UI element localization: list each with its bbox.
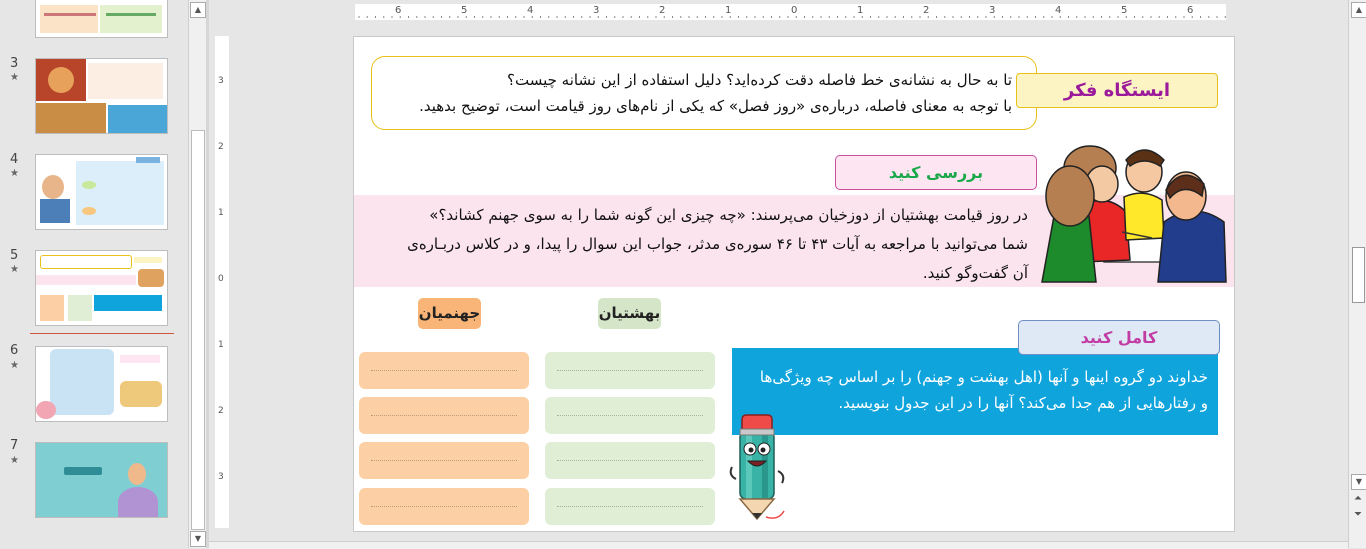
ruler-number: 2: [659, 5, 666, 16]
ruler-number: 0: [218, 274, 224, 284]
review-title[interactable]: [835, 155, 1037, 190]
selection-marker: [30, 333, 174, 334]
slide-canvas[interactable]: [353, 36, 1235, 532]
ruler-number: 3: [593, 5, 600, 16]
hell-answer-cell[interactable]: [359, 442, 529, 479]
slide-thumbnail-6[interactable]: [35, 346, 168, 422]
ruler-number: 4: [527, 5, 534, 16]
slide-thumbnail-5[interactable]: [35, 250, 168, 326]
slide-thumbnail-2[interactable]: [35, 0, 168, 38]
ruler-number: 2: [218, 406, 224, 416]
review-line: شما می‌توانید با مراجعه به آیات ۴۳ تا ۴۶ سوره‌ی مدثر، جواب این سوال را پیدا، و در کلاس دربـاره‌ی: [407, 235, 1028, 253]
horizontal-ruler: [355, 4, 1226, 20]
think-station-text: [419, 67, 1012, 119]
heaven-answer-cell[interactable]: [545, 488, 715, 525]
review-text[interactable]: [353, 201, 1028, 288]
scroll-up-arrow-icon[interactable]: ▲: [1351, 2, 1366, 18]
review-line: آن گفت‌وگو کنید.: [922, 264, 1028, 282]
review-line: در روز قیامت بهشتیان از دوزخیان می‌پرسند: «چه چیزی این گونه شما را به سوی جهنم کشاند؟»: [429, 206, 1028, 224]
ruler-number: 1: [218, 208, 224, 218]
vertical-ruler: [215, 36, 229, 528]
thumbnail-scrollbar[interactable]: [188, 0, 206, 548]
ruler-number: 3: [218, 472, 224, 482]
scroll-down-arrow-icon[interactable]: ▼: [190, 531, 206, 547]
ruler-number: 2: [923, 5, 930, 16]
slide-thumbnail-3[interactable]: [35, 58, 168, 134]
ruler-number: 1: [857, 5, 864, 16]
next-slide-icon[interactable]: ⏷: [1354, 509, 1362, 520]
editor-scroll-thumb[interactable]: [1352, 247, 1365, 303]
scroll-up-arrow-icon[interactable]: ▲: [190, 2, 206, 18]
ruler-number: 2: [218, 142, 224, 152]
complete-line: خداوند دو گروه اینها و آنها (اهل بهشت و جهنم) را بر اساس چه ویژگی‌ها: [759, 368, 1208, 386]
think-question-line: با توجه به معنای فاصله، درباره‌ی «روز فصل» که یکی از نام‌های روز قیامت است، توضیح بدهید.: [419, 97, 1012, 115]
animation-star-icon: ★: [10, 455, 19, 466]
complete-task-box[interactable]: [732, 348, 1218, 435]
thumbnail-number: 3: [10, 56, 19, 71]
animation-star-icon: ★: [10, 264, 19, 275]
animation-star-icon: ★: [10, 360, 19, 371]
complete-line: و رفتارهایی از هم جدا می‌کند؟ آنها را در این جدول بنویسید.: [838, 394, 1208, 412]
slide-thumbnail-7[interactable]: [35, 442, 168, 518]
discussing-students-illustration[interactable]: [1034, 142, 1230, 288]
thumbnail-number: 5: [10, 248, 19, 263]
hell-dwellers-label-text: جهنمیان: [418, 304, 481, 322]
ruler-number: 0: [791, 5, 798, 16]
heaven-answer-cell[interactable]: [545, 397, 715, 434]
hell-answer-cell[interactable]: [359, 352, 529, 389]
slide-thumbnail-4[interactable]: [35, 154, 168, 230]
ruler-number: 5: [461, 5, 468, 16]
think-station-title[interactable]: [1016, 73, 1218, 108]
pencil-character-illustration[interactable]: [726, 405, 788, 523]
think-station-title-text: ایستگاه فکر: [1063, 80, 1171, 101]
hell-dwellers-label[interactable]: [418, 298, 481, 329]
ruler-number: 1: [725, 5, 732, 16]
complete-task-text: [728, 364, 1208, 416]
ruler-number: 3: [989, 5, 996, 16]
think-question-line: تا به حال به نشانه‌ی خط فاصله دقت کرده‌اید؟ دلیل استفاده از این نشانه چیست؟: [507, 71, 1012, 89]
thumbnail-number: 6: [10, 343, 19, 358]
ruler-number: 1: [218, 340, 224, 350]
editor-scrollbar[interactable]: [1348, 0, 1366, 548]
think-station-box[interactable]: [371, 56, 1037, 130]
review-title-text: بررسی کنید: [888, 163, 984, 182]
previous-slide-icon[interactable]: ⏶: [1354, 493, 1362, 504]
heaven-dwellers-label-text: بهشتیان: [598, 304, 661, 322]
ruler-number: 4: [1055, 5, 1062, 16]
complete-title[interactable]: [1018, 320, 1220, 355]
heaven-answer-cell[interactable]: [545, 442, 715, 479]
thumbnail-scroll-thumb[interactable]: [191, 130, 205, 530]
thumbnail-number: 7: [10, 438, 19, 453]
animation-star-icon: ★: [10, 168, 19, 179]
heaven-answer-cell[interactable]: [545, 352, 715, 389]
slide-thumbnail-pane: [0, 0, 188, 548]
animation-star-icon: ★: [10, 72, 19, 83]
hell-answer-cell[interactable]: [359, 397, 529, 434]
ruler-number: 6: [1187, 5, 1194, 16]
thumbnail-number: 4: [10, 152, 19, 167]
complete-title-text: کامل کنید: [1080, 328, 1158, 347]
ruler-number: 6: [395, 5, 402, 16]
ruler-number: 3: [218, 76, 224, 86]
scroll-down-arrow-icon[interactable]: ▼: [1351, 474, 1366, 490]
ruler-number: 5: [1121, 5, 1128, 16]
hell-answer-cell[interactable]: [359, 488, 529, 525]
heaven-dwellers-label[interactable]: [598, 298, 661, 329]
